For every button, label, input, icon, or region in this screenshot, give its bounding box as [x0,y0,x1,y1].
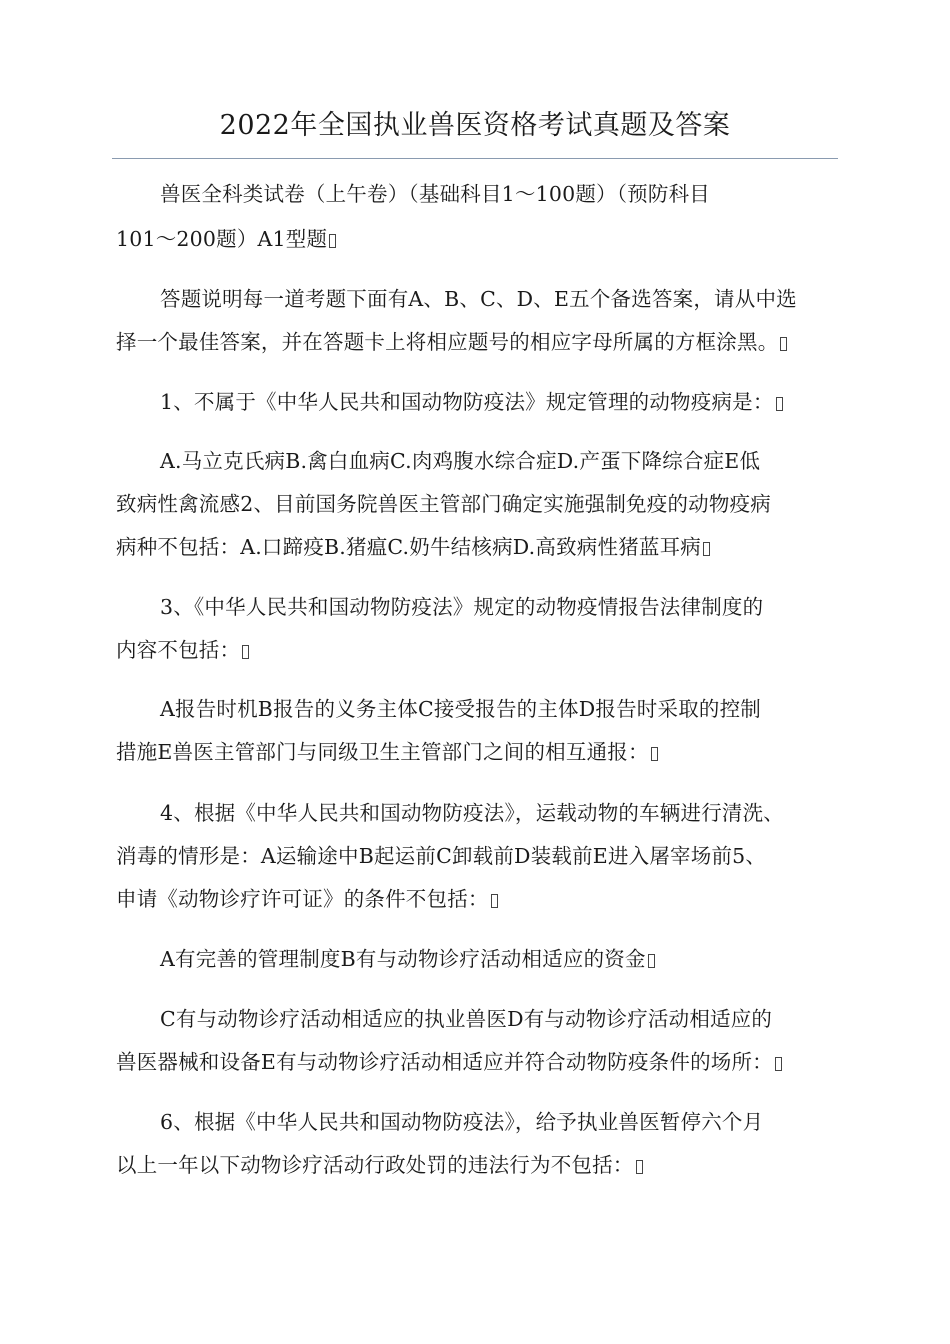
paragraph-mark-icon [648,954,655,968]
paragraph-mark-icon [776,397,783,411]
paragraph-mark-icon [780,337,787,351]
paragraph-line: 101～200题）A1型题 [116,224,336,254]
question-line: 消毒的情形是：A运输途中B起运前C卸载前D装载前E进入屠宰场前5、 [116,844,767,868]
paragraph-mark-icon [651,747,658,761]
question-line: 6、根据《中华人民共和国动物防疫法》，给予执业兽医暂停六个月 [160,1110,764,1134]
option-line: C有与动物诊疗活动相适应的执业兽医D有与动物诊疗活动相适应的 [160,1007,773,1031]
title-divider [112,158,838,159]
paragraph-mark-icon [636,1160,643,1174]
option-line: A有完善的管理制度B有与动物诊疗活动相适应的资金 [160,944,655,974]
option-line: A报告时机B报告的义务主体C接受报告的主体D报告时采取的控制 [160,697,761,721]
paragraph-line: 答题说明每一道考题下面有A、B、C、D、E五个备选答案，请从中选 [160,287,797,311]
paragraph-line: 兽医全科类试卷（上午卷）（基础科目1～100题）（预防科目 [160,182,710,206]
option-line: 措施E兽医主管部门与同级卫生主管部门之间的相互通报： [116,737,658,767]
question-line: 1、不属于《中华人民共和国动物防疫法》规定管理的动物疫病是： [160,387,783,417]
question-line: 以上一年以下动物诊疗活动行政处罚的违法行为不包括： [116,1150,643,1180]
paragraph-mark-icon [703,542,710,556]
document-title: 2022年全国执业兽医资格考试真题及答案 [219,110,731,141]
question-line: 申请《动物诊疗许可证》的条件不包括： [116,884,498,914]
option-line: 兽医器械和设备E有与动物诊疗活动相适应并符合动物防疫条件的场所： [116,1047,782,1077]
paragraph-mark-icon [242,645,249,659]
paragraph-mark-icon [491,894,498,908]
paragraph-line: 择一个最佳答案，并在答题卡上将相应题号的相应字母所属的方框涂黑。 [116,327,787,357]
question-line: 4、根据《中华人民共和国动物防疫法》，运载动物的车辆进行清洗、 [160,801,784,825]
paragraph-mark-icon [329,234,336,248]
question-line: 内容不包括： [116,635,249,665]
option-line: A.马立克氏病B.禽白血病C.肉鸡腹水综合症D.产蛋下降综合症E低 [160,449,761,473]
paragraph-mark-icon [775,1057,782,1071]
question-line: 3、《中华人民共和国动物防疫法》规定的动物疫情报告法律制度的 [160,595,764,619]
option-line: 病种不包括：A.口蹄疫B.猪瘟C.奶牛结核病D.高致病性猪蓝耳病 [116,532,710,562]
option-line: 致病性禽流感2、目前国务院兽医主管部门确定实施强制免疫的动物疫病 [116,492,771,516]
